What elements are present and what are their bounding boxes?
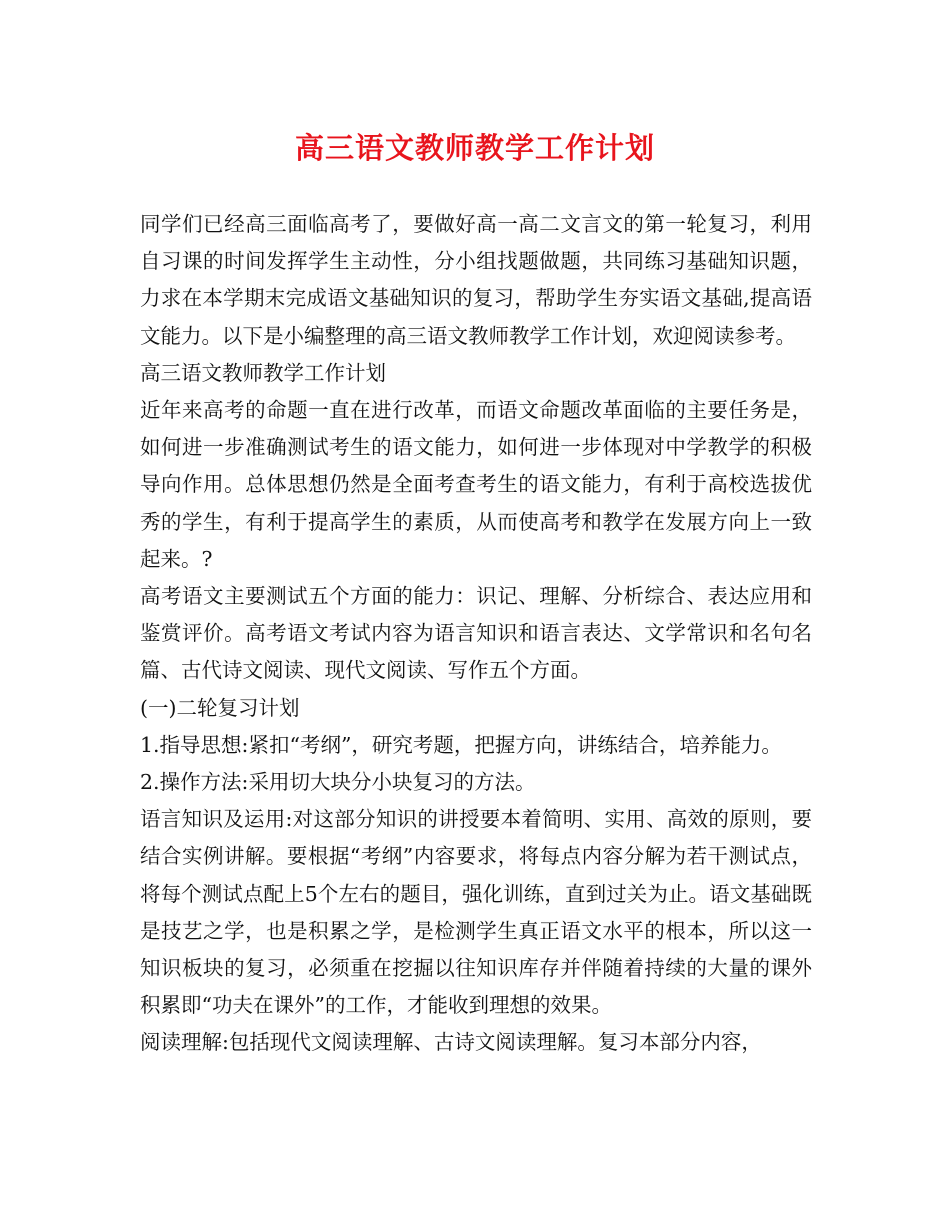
paragraph-abilities: 高考语文主要测试五个方面的能力：识记、理解、分析综合、表达应用和鉴赏评价。高考语文考试内容为语言知识和语言表达、文学常识和名句名篇、古代诗文阅读、现代文阅读、写作五个方面。 [140,584,812,683]
document-body [140,206,812,1062]
paragraph-guiding-idea: 1.指导思想:紧扣“考纲”，研究考题，把握方向，讲练结合，培养能力。 [140,732,782,757]
paragraph-subtitle: 高三语文教师教学工作计划 [140,360,386,385]
paragraph-intro: 同学们已经高三面临高考了，要做好高一高二文言文的第一轮复习，利用自习课的时间发挥学生主动性，分小组找题做题，共同练习基础知识题，力求在本学期末完成语文基础知识的复习，帮助学生夯实语文基础,提高语文能力。以下是小编整理的高三语文教师教学工作计划，欢迎阅读参考。 [140,212,812,348]
paragraph-reform: 近年来高考的命题一直在进行改革，而语文命题改革面临的主要任务是，如何进一步准确测试考生的语文能力，如何进一步体现对中学教学的积极导向作用。总体思想仍然是全面考查考生的语文能力，有利于高校选拔优秀的学生，有利于提高学生的素质，从而使高考和教学在发展方向上一致起来。? [140,398,812,571]
paragraph-language-knowledge: 语言知识及运用:对这部分知识的讲授要本着简明、实用、高效的原则，要结合实例讲解。要根据“考纲”内容要求，将每点内容分解为若干测试点，将每个测试点配上5个左右的题目，强化训练，直到过关为止。语文基础既是技艺之学，也是积累之学，是检测学生真正语文水平的根本，所以这一知识板块的复习，必须重在挖掘以往知识库存并伴随着持续的大量的课外积累即“功夫在课外”的工作，才能收到理想的效果。 [140,807,812,1018]
section-heading-review-plan: (一)二轮复习计划 [140,695,300,720]
paragraph-method: 2.操作方法:采用切大块分小块复习的方法。 [140,770,536,795]
paragraph-reading: 阅读理解:包括现代文阅读理解、古诗文阅读理解。复习本部分内容， [140,1030,762,1055]
document-title: 高三语文教师教学工作计划 [294,131,655,165]
